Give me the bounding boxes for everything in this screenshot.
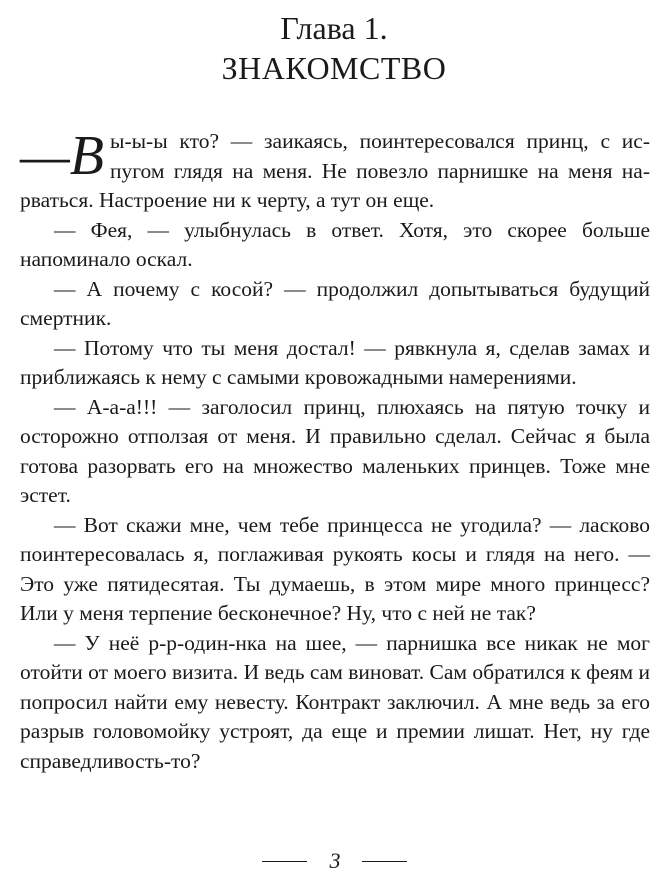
paragraph-2: — Фея, — улыбнулась в ответ. Хотя, это скорее больше напоминало оскал. [20, 217, 650, 271]
footer-rule-left [262, 861, 307, 862]
chapter-number: Глава 1. [280, 10, 388, 46]
chapter-title: ЗНАКОМСТВО [221, 50, 447, 86]
footer-rule-right [362, 861, 407, 862]
paragraph-text: ы-ы-ы кто? — заикаясь, поинтересовался принц, с испугом глядя на меня. Не повезло парнишке на меня нарваться. Настроение ни к черту, а тут он еще. [20, 129, 650, 212]
paragraph-4: — Потому что ты меня достал! — рявкнула я, сделав замах и приближаясь к нему с самыми кровожадными намерениями. [20, 335, 650, 389]
paragraph-7: — У неё р-р-один-нка на шее, — парнишка все никак не мог отойти от моего визита. И ведь сам виноват. Сам обратился к феям и попросил найти ему невесту. Контракт заключил. А мне ведь за его разрыв головомойку устроят, да еще и премии лишат. Нет, ну где справедливость-то? [20, 630, 650, 773]
paragraph-1 [20, 127, 650, 216]
page-footer [0, 846, 668, 876]
page-number: 3 [329, 848, 341, 873]
paragraph-6: — Вот скажи мне, чем тебе принцесса не угодила? — ласково поинтересовалась я, поглаживая рукоять косы и глядя на него. — Это уже пятидесятая. Ты думаешь, в этом мире много принцесс? Или у меня терпение бесконечное? Ну, что с ней не так? [20, 512, 650, 625]
paragraph-5: — А-а-а!!! — заголосил принц, плюхаясь на пятую точку и осторожно отползая от меня. И правильно сделал. Сейчас я была готова разорвать его на множество маленьких принцев. Тоже мне эстет. [20, 394, 650, 507]
paragraph-3: — А почему с косой? — продолжил допытываться будущий смертник. [20, 276, 650, 330]
chapter-body [20, 127, 650, 776]
drop-cap: —В [20, 125, 104, 187]
